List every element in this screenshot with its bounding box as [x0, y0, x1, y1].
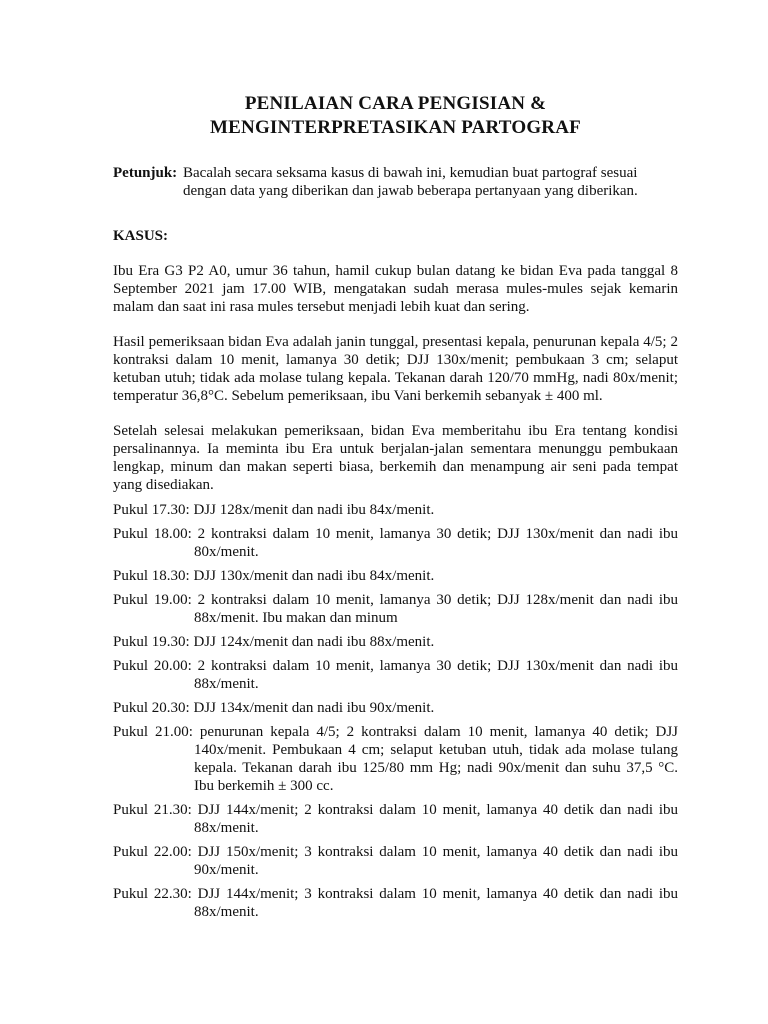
entry-text: 2 kontraksi dalam 10 menit, lamanya 30 detik; DJJ 128x/menit dan nadi ibu 88x/menit. Ibu makan dan minum — [194, 592, 678, 626]
timeline-entry — [113, 501, 678, 519]
timeline-entry — [113, 699, 678, 717]
entry-time: Pukul 18.30: — [113, 568, 194, 584]
entry-text: DJJ 144x/menit; 2 kontraksi dalam 10 menit, lamanya 40 detik dan nadi ibu 88x/menit. — [194, 802, 678, 836]
case-paragraph-1: Ibu Era G3 P2 A0, umur 36 tahun, hamil cukup bulan datang ke bidan Eva pada tanggal 8 September 2021 jam 17.00 WIB, mengatakan sudah merasa mules-mules sejak kemarin malam dan saat ini rasa mules tersebut menjadi lebih kuat dan sering. — [113, 263, 678, 315]
entry-time: Pukul 19.30: — [113, 634, 194, 650]
entry-text: DJJ 134x/menit dan nadi ibu 90x/menit. — [193, 700, 435, 716]
entry-text: DJJ 130x/menit dan nadi ibu 84x/menit. — [193, 568, 435, 584]
timeline-entry — [113, 723, 678, 795]
entry-time: Pukul 20.00: — [113, 658, 198, 674]
case-heading: KASUS: — [113, 228, 169, 244]
entry-time: Pukul 21.00: — [113, 724, 200, 740]
entry-time: Pukul 19.00: — [113, 592, 198, 608]
entry-time: Pukul 22.30: — [113, 886, 198, 902]
entry-text: penurunan kepala 4/5; 2 kontraksi dalam 10 menit, lamanya 40 detik; DJJ 140x/menit. Pembukaan 4 cm; selaput ketuban utuh, tidak ada molase tulang kepala. Tekanan darah ibu 125/80 mm Hg; nadi 90x/menit dan suhu 37,5 °C. Ibu berkemih ± 300 cc. — [194, 724, 678, 794]
instructions-label: Petunjuk: — [113, 165, 178, 181]
timeline-entry — [113, 885, 678, 921]
entry-time: Pukul 21.30: — [113, 802, 198, 818]
case-paragraph-2: Hasil pemeriksaan bidan Eva adalah janin tunggal, presentasi kepala, penurunan kepala 4/5; 2 kontraksi dalam 10 menit, lamanya 30 detik; DJJ 130x/menit; pembukaan 3 cm; selaput ketuban utuh; tidak ada molase tulang kepala. Tekanan darah 120/70 mmHg, nadi 80x/menit; temperatur 36,8°C. Sebelum pemeriksaan, ibu Vani berkemih sebanyak ± 400 ml. — [113, 334, 678, 404]
timeline-entry — [113, 801, 678, 837]
title-line-2: MENGINTERPRETASIKAN PARTOGRAF — [210, 117, 581, 138]
entry-text: DJJ 124x/menit dan nadi ibu 88x/menit. — [193, 634, 435, 650]
entry-time: Pukul 17.30: — [113, 502, 194, 518]
entry-time: Pukul 18.00: — [113, 526, 198, 542]
timeline-entries — [113, 501, 678, 921]
instructions-block — [113, 164, 678, 200]
timeline-entry — [113, 525, 678, 561]
entry-text: 2 kontraksi dalam 10 menit, lamanya 30 detik; DJJ 130x/menit dan nadi ibu 80x/menit. — [194, 526, 678, 560]
timeline-entry — [113, 657, 678, 693]
page-title — [113, 92, 678, 140]
entry-time: Pukul 20.30: — [113, 700, 194, 716]
instructions-text: Bacalah secara seksama kasus di bawah ini, kemudian buat partograf sesuai dengan data yang diberikan dan jawab beberapa pertanyaan yang diberikan. — [183, 165, 638, 199]
case-paragraph-3: Setelah selesai melakukan pemeriksaan, bidan Eva memberitahu ibu Era tentang kondisi persalinannya. Ia meminta ibu Era untuk berjalan-jalan sementara menunggu pembukaan lengkap, minum dan makan seperti biasa, berkemih dan menampung air seni pada tempat yang disediakan. — [113, 423, 678, 493]
entry-text: DJJ 144x/menit; 3 kontraksi dalam 10 menit, lamanya 40 detik dan nadi ibu 88x/menit. — [194, 886, 678, 920]
entry-text: DJJ 128x/menit dan nadi ibu 84x/menit. — [193, 502, 435, 518]
timeline-entry — [113, 591, 678, 627]
title-line-1: PENILAIAN CARA PENGISIAN & — [244, 93, 547, 114]
timeline-entry — [113, 633, 678, 651]
entry-text: 2 kontraksi dalam 10 menit, lamanya 30 detik; DJJ 130x/menit dan nadi ibu 88x/menit. — [194, 658, 678, 692]
timeline-entry — [113, 843, 678, 879]
entry-time: Pukul 22.00: — [113, 844, 198, 860]
timeline-entry — [113, 567, 678, 585]
entry-text: DJJ 150x/menit; 3 kontraksi dalam 10 menit, lamanya 40 detik dan nadi ibu 90x/menit. — [194, 844, 678, 878]
